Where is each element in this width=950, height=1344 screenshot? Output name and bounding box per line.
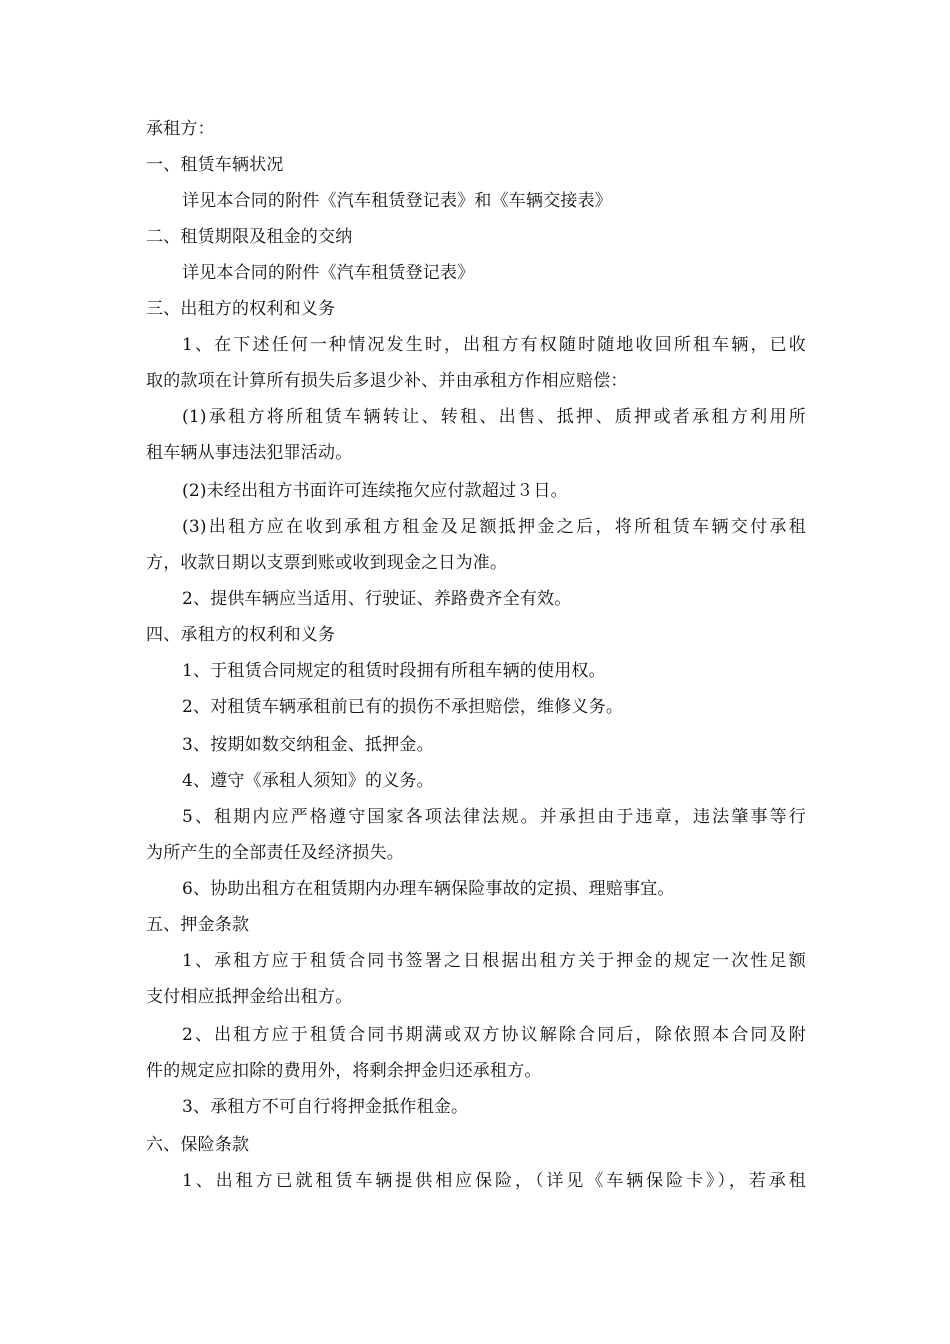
paragraph-line: 为所产生的全部责任及经济损失。 [146,843,404,863]
section-heading: 一、租赁车辆状况 [146,155,284,175]
paragraph-line: (3)出租方应在收到承租方租金及足额抵押金之后，将所租赁车辆交付承租 [182,517,806,537]
paragraph-line: 1、在下述任何一种情况发生时，出租方有权随时随地收回所租车辆，已收 [182,335,806,355]
section-heading: 三、出租方的权利和义务 [146,299,336,319]
paragraph-line: 详见本合同的附件《汽车租赁登记表》 [182,263,475,283]
paragraph-line: 详见本合同的附件《汽车租赁登记表》和《车辆交接表》 [182,191,612,211]
paragraph-line: (1)承租方将所租赁车辆转让、转租、出售、抵押、质押或者承租方利用所 [182,407,806,427]
paragraph-line: 1、出租方已就租赁车辆提供相应保险，（详见《车辆保险卡》），若承租 [182,1171,806,1191]
section-heading: 四、承租方的权利和义务 [146,625,336,645]
paragraph-line: 取的款项在计算所有损失后多退少补、并由承租方作相应赔偿： [146,371,628,391]
section-heading: 五、押金条款 [146,915,250,935]
paragraph-line: 4、遵守《承租人须知》的义务。 [182,771,434,791]
section-heading: 二、租赁期限及租金的交纳 [146,227,353,247]
paragraph-line: 1、于租赁合同规定的租赁时段拥有所租车辆的使用权。 [182,661,606,681]
paragraph-line: 支付相应抵押金给出租方。 [146,987,353,1007]
paragraph-line: 租车辆从事违法犯罪活动。 [146,443,353,463]
paragraph-line: 方，收款日期以支票到账或收到现金之日为准。 [146,553,508,573]
paragraph-line: 3、按期如数交纳租金、抵押金。 [182,735,434,755]
paragraph-line: 2、提供车辆应当适用、行驶证、养路费齐全有效。 [182,589,572,609]
lessee-label: 承租方： [146,119,215,139]
paragraph-line: 3、承租方不可自行将押金抵作租金。 [182,1097,469,1117]
paragraph-line: 5、租期内应严格遵守国家各项法律法规。并承担由于违章，违法肇事等行 [182,807,806,827]
section-heading: 六、保险条款 [146,1135,250,1155]
paragraph-line: 2、出租方应于租赁合同书期满或双方协议解除合同后，除依照本合同及附 [182,1025,806,1045]
paragraph-line: 2、对租赁车辆承租前已有的损伤不承担赔偿，维修义务。 [182,697,624,717]
paragraph-line: 1、承租方应于租赁合同书签署之日根据出租方关于押金的规定一次性足额 [182,951,806,971]
paragraph-line: 件的规定应扣除的费用外，将剩余押金归还承租方。 [146,1061,542,1081]
paragraph-line: 6、协助出租方在租赁期内办理车辆保险事故的定损、理赔事宜。 [182,879,675,899]
paragraph-line: (2)未经出租方书面许可连续拖欠应付款超过３日。 [182,481,568,501]
